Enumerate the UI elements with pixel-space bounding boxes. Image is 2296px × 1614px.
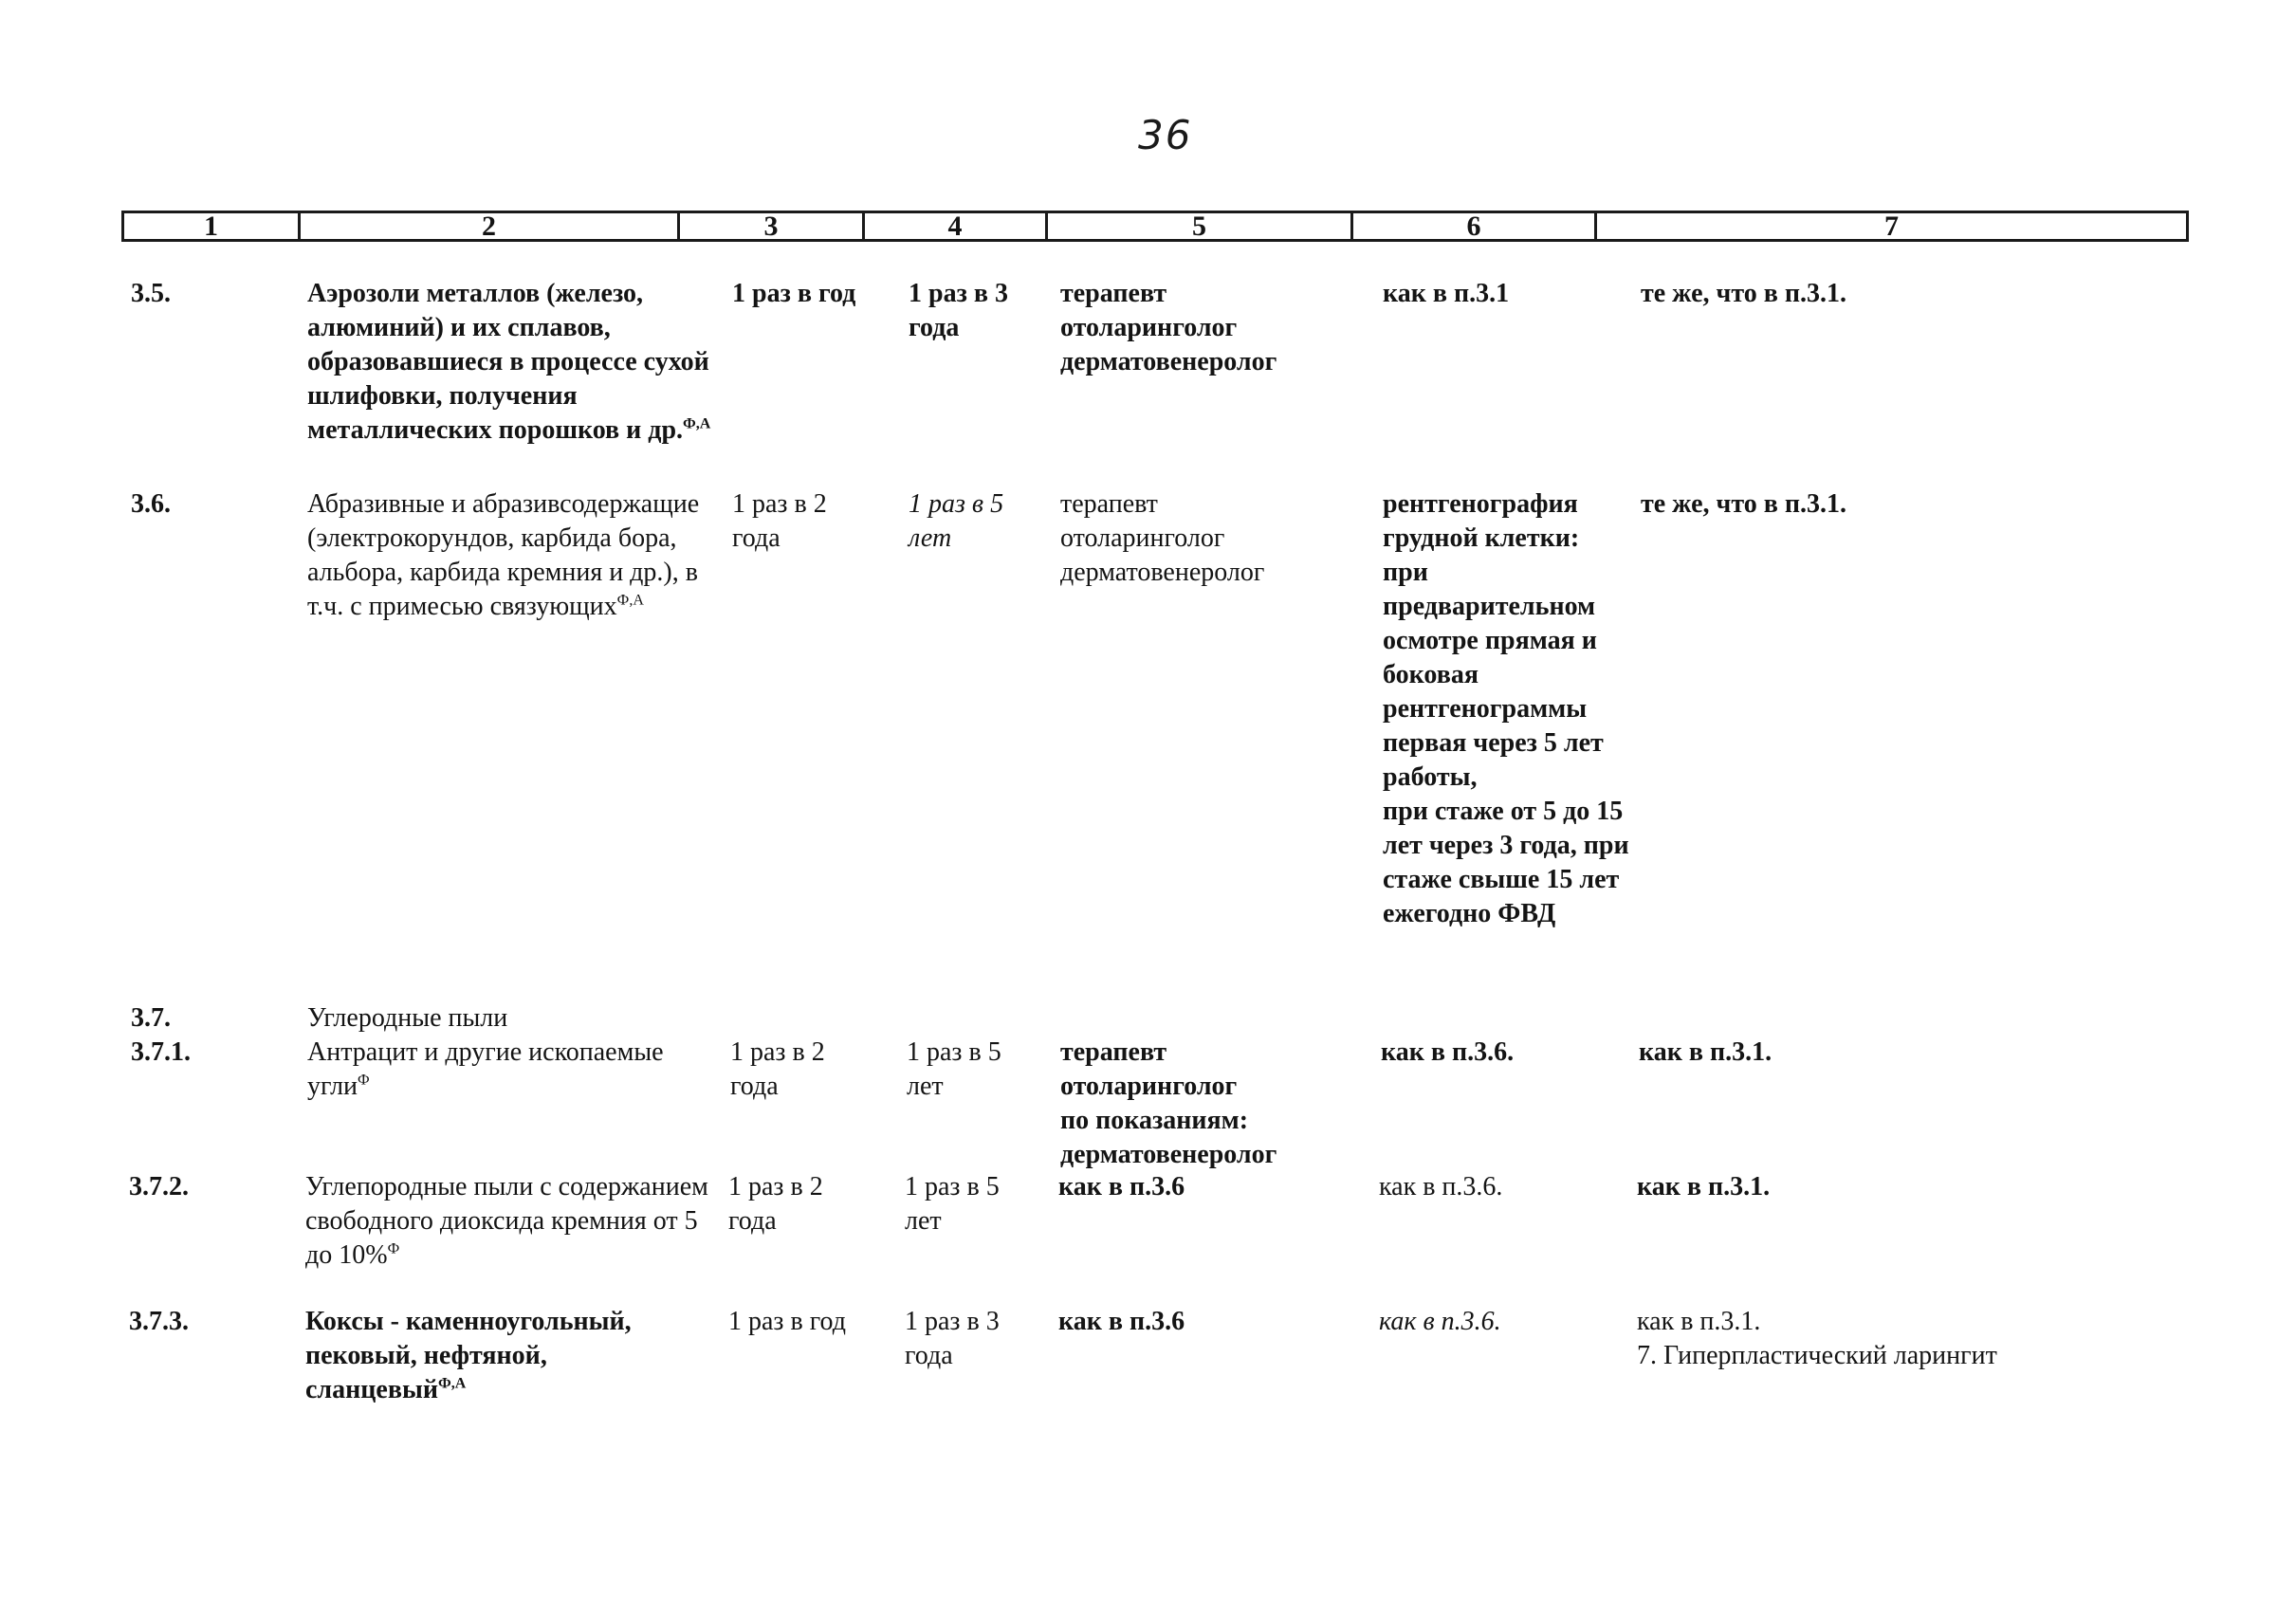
header-col-7: 7 (1884, 211, 1899, 242)
substance-name (305, 1305, 713, 1407)
contraindications: как в п.3.1. 7. Гиперпластический ларингит (1637, 1307, 1997, 1370)
column-number-header (121, 211, 2189, 242)
substance-text: Антрацит и другие ископаемые угли (307, 1037, 664, 1101)
substance-name (307, 277, 715, 448)
header-col-3: 3 (680, 213, 865, 239)
header-col-6: 6 (1353, 213, 1597, 239)
hazard-mark: Ф (358, 1072, 370, 1089)
row-number: 3.7. (131, 1003, 171, 1033)
frequency-lpu: 1 раз в 5 лет (909, 489, 1004, 553)
substance-text: Углепородные пыли с содержанием свободного диоксида кремния от 5 до 10% (305, 1172, 708, 1270)
lab-tests: как в п.3.6. (1381, 1037, 1515, 1067)
lab-tests: как в п.3.6. (1379, 1172, 1503, 1201)
doctors-list: как в п.3.6 (1058, 1307, 1185, 1336)
doctors-list: терапевт отоларинголог дерматовенеролог (1060, 489, 1265, 587)
header-col-5: 5 (1048, 213, 1353, 239)
frequency-lpu: 1 раз в 3 года (909, 279, 1008, 342)
lab-tests: как в п.3.1 (1383, 279, 1510, 308)
substance-name (305, 1170, 713, 1273)
header-col-4: 4 (865, 213, 1048, 239)
row-number: 3.7.1. (131, 1037, 191, 1067)
hazard-mark: Ф,А (683, 415, 711, 432)
row-number: 3.7.2. (129, 1172, 189, 1201)
contraindications: те же, что в п.3.1. (1641, 279, 1846, 308)
hazard-mark: Ф (387, 1240, 400, 1257)
substance-text: Коксы - каменноугольный, пековый, нефтяной, сланцевый (305, 1307, 632, 1404)
frequency-lpu: 1 раз в 5 лет (907, 1037, 1001, 1101)
frequency-center: 1 раз в год (732, 279, 856, 308)
row-number: 3.6. (131, 489, 171, 519)
frequency-lpu: 1 раз в 5 лет (905, 1172, 1000, 1236)
doctors-list: терапевт отоларинголог дерматовенеролог (1060, 279, 1277, 376)
frequency-center: 1 раз в 2 года (728, 1172, 823, 1236)
contraindications: те же, что в п.3.1. (1641, 489, 1846, 519)
header-col-1: 1 (124, 213, 301, 239)
substance-name (307, 487, 715, 624)
frequency-center: 1 раз в 2 года (730, 1037, 825, 1101)
frequency-lpu: 1 раз в 3 года (905, 1307, 1000, 1370)
lab-tests: как в п.3.6. (1379, 1307, 1501, 1336)
row-number: 3.5. (131, 279, 171, 308)
substance-text: Абразивные и абразивсодержащие (электрокорундов, карбида бора, альбора, карбида кремния и др.), в т.ч. с примесью связующих (307, 489, 700, 621)
frequency-center: 1 раз в 2 года (732, 489, 827, 553)
lab-tests: рентгенография грудной клетки: при предварительном осмотре прямая и боковая рентгенограммы первая через 5 лет работы, при стаже от 5 до 15 лет через 3 года, при стаже свыше 15 лет ежегодно ФВД (1383, 489, 1629, 928)
hazard-mark: Ф,А (616, 592, 644, 609)
substance-name (307, 1036, 715, 1104)
row-number: 3.7.3. (129, 1307, 189, 1336)
doctors-list: терапевт отоларинголог по показаниям: дерматовенеролог (1060, 1037, 1277, 1169)
header-col-2: 2 (301, 213, 680, 239)
page-number: 36 (1138, 112, 1193, 158)
substance-text: Аэрозоли металлов (железо, алюминий) и их сплавов, образовавшиеся в процессе сухой шлифовки, получения металлических порошков и др. (307, 279, 709, 445)
frequency-center: 1 раз в год (728, 1307, 846, 1336)
hazard-mark: Ф,А (437, 1375, 467, 1392)
contraindications: как в п.3.1. (1637, 1172, 1771, 1201)
contraindications: как в п.3.1. (1639, 1037, 1773, 1067)
doctors-list: как в п.3.6 (1058, 1172, 1185, 1201)
substance-group: Углеродные пыли (307, 1003, 508, 1033)
